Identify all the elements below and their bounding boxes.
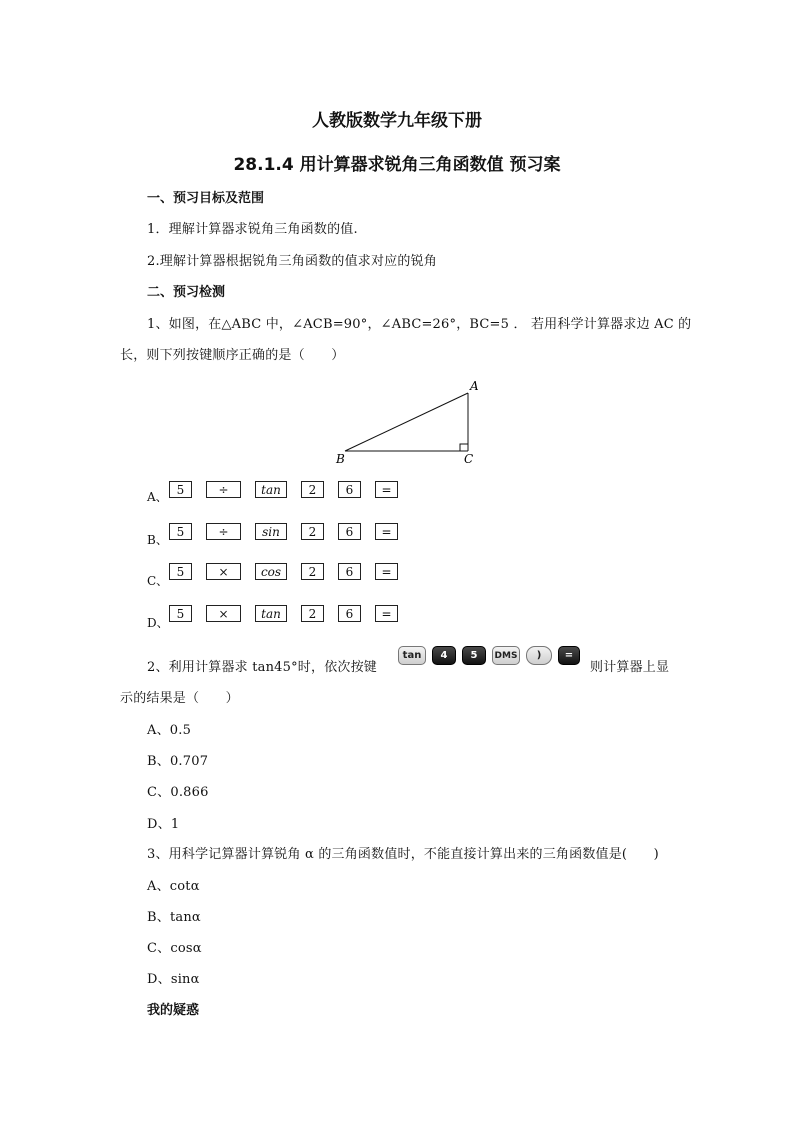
q2-option-b: B、0.707 — [147, 754, 209, 769]
calc-key-close-paren: ) — [526, 646, 552, 665]
section-heading-doubts: 我的疑惑 — [147, 1003, 200, 1018]
triangle-figure — [330, 375, 490, 470]
q1-option-a-keys — [169, 481, 412, 498]
q2-option-c: C、0.866 — [147, 785, 209, 800]
key-2: 2 — [301, 605, 324, 622]
vertex-b-label: B — [336, 452, 345, 466]
key-tan: tan — [255, 605, 287, 622]
q3-option-a: A、cotα — [147, 879, 200, 894]
q3-text: 3、用科学记算器计算锐角 α 的三角函数值时，不能直接计算出来的三角函数值是( ) — [147, 847, 659, 862]
q1-option-a-label: A、 — [147, 490, 168, 504]
q2-calc-key-sequence — [398, 646, 580, 665]
key-6: 6 — [338, 563, 361, 580]
key-equals: = — [375, 563, 398, 580]
calc-key-4: 4 — [432, 646, 456, 665]
key-5: 5 — [169, 481, 192, 498]
q1-option-d-keys — [169, 605, 412, 622]
q3-option-b: B、tanα — [147, 910, 201, 925]
q1-option-c-keys — [169, 563, 412, 580]
q1-text-line1: 1、如图，在△ABC 中，∠ACB=90°，∠ABC=26°，BC=5 ． 若用科学计算器求边 AC 的 — [147, 317, 692, 332]
key-cos: cos — [255, 563, 287, 580]
key-multiply: × — [206, 563, 241, 580]
key-5: 5 — [169, 523, 192, 540]
q2-text-prefix: 2、利用计算器求 tan45°时，依次按键 — [147, 660, 377, 675]
calc-key-dms: DMS — [492, 646, 520, 665]
document-subtitle: 28.1.4 用计算器求锐角三角函数值 预习案 — [233, 155, 561, 175]
goal-item-2: 2.理解计算器根据锐角三角函数的值求对应的锐角 — [147, 254, 438, 269]
key-5: 5 — [169, 605, 192, 622]
key-2: 2 — [301, 563, 324, 580]
q1-option-c-label: C、 — [147, 574, 169, 588]
vertex-c-label: C — [464, 452, 474, 466]
q2-option-a: A、0.5 — [147, 723, 192, 738]
goal-item-1: 1．理解计算器求锐角三角函数的值. — [147, 222, 358, 237]
key-6: 6 — [338, 481, 361, 498]
calc-key-tan: tan — [398, 646, 426, 665]
key-6: 6 — [338, 523, 361, 540]
section-heading-goals: 一、预习目标及范围 — [147, 191, 265, 206]
key-sin: sin — [255, 523, 287, 540]
q2-option-d: D、1 — [147, 817, 180, 832]
right-angle-mark — [460, 444, 468, 451]
key-6: 6 — [338, 605, 361, 622]
key-tan: tan — [255, 481, 287, 498]
q3-option-d: D、sinα — [147, 972, 200, 987]
side-ab — [345, 393, 468, 451]
key-divide: ÷ — [206, 523, 241, 540]
key-2: 2 — [301, 481, 324, 498]
key-5: 5 — [169, 563, 192, 580]
q3-option-c: C、cosα — [147, 941, 202, 956]
vertex-a-label: A — [470, 379, 479, 393]
calc-key-equals: = — [558, 646, 580, 665]
key-2: 2 — [301, 523, 324, 540]
document-title: 人教版数学九年级下册 — [312, 111, 482, 131]
calc-key-5: 5 — [462, 646, 486, 665]
q1-option-b-keys — [169, 523, 412, 540]
key-equals: = — [375, 605, 398, 622]
key-equals: = — [375, 523, 398, 540]
q2-text-suffix: 则计算器上显 — [590, 660, 670, 675]
section-heading-check: 二、预习检测 — [147, 285, 226, 300]
q1-text-line2: 长，则下列按键顺序正确的是（ ） — [120, 348, 345, 363]
key-multiply: × — [206, 605, 241, 622]
q2-text-line2: 示的结果是（ ） — [120, 691, 239, 706]
q1-option-d-label: D、 — [147, 616, 169, 630]
q1-option-b-label: B、 — [147, 533, 168, 547]
key-equals: = — [375, 481, 398, 498]
key-divide: ÷ — [206, 481, 241, 498]
